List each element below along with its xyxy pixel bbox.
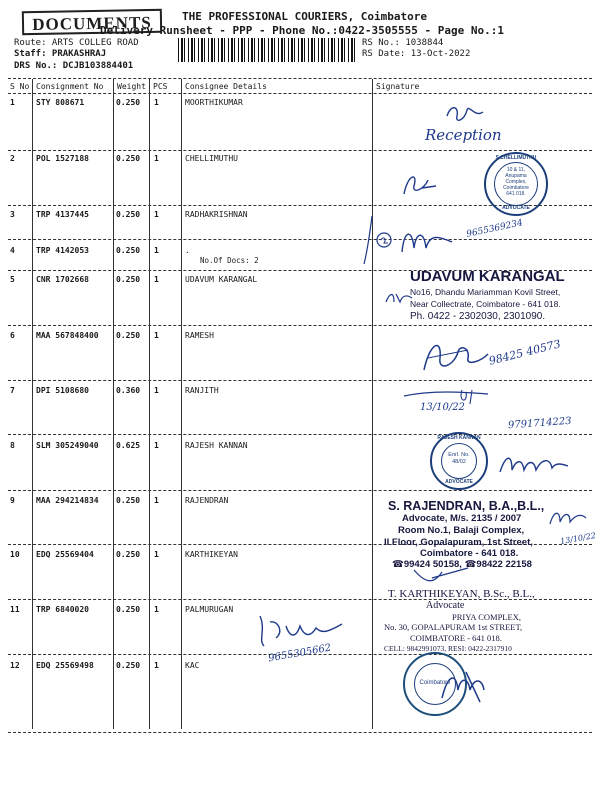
signature-scribble [384, 288, 414, 308]
row-pcs: 1 [154, 661, 159, 670]
row-consignment: TRP 4137445 [36, 210, 89, 219]
row-divider [8, 732, 592, 733]
row4-phone-note: 9655369234 [465, 218, 524, 240]
row-divider [8, 150, 592, 151]
row-weight: 0.250 [116, 98, 141, 107]
barcode [178, 38, 356, 62]
row-divider [8, 325, 592, 326]
udavum-stamp-phone: Ph. 0422 - 2302030, 2301090. [410, 311, 546, 322]
col-header-sno: S No [10, 82, 30, 91]
col-header-weight: Weight [117, 82, 146, 91]
row-weight: 0.250 [116, 246, 141, 255]
seal-body [486, 167, 546, 197]
signature-scribble [440, 668, 496, 704]
seal-body [432, 452, 486, 466]
row-consignment: CNR 1702668 [36, 275, 89, 284]
row8-phone-note: 9791714223 [507, 415, 572, 432]
chellimuthu-seal [484, 152, 548, 216]
rajendran-stamp-line: Advocate, M/s. 2135 / 2007 [402, 513, 522, 524]
rajendran-stamp-line: II Floor, Gopalapuram, 1st Street, [384, 537, 533, 548]
row-consignee: RAJENDRAN [185, 496, 229, 505]
udavum-stamp-name: UDAVUM KARANGAL [410, 268, 565, 285]
row-consignment: SLM 305249040 [36, 441, 99, 450]
col-header-consignee: Consignee Details [185, 82, 267, 91]
route-line: Route: ARTS COLLEG ROAD [14, 38, 139, 48]
row-consignee: KAC [185, 661, 200, 670]
karthikeyan-stamp-line: COIMBATORE - 641 018. [410, 633, 502, 643]
row-sno: 5 [10, 275, 15, 284]
col-divider [32, 79, 33, 729]
col-header-pcs: PCS [153, 82, 168, 91]
seal-line: Coimbatore [503, 185, 529, 191]
row-pcs: 1 [154, 496, 159, 505]
row-sno: 10 [10, 550, 20, 559]
staff-line: Staff: PRAKASHRAJ [14, 49, 107, 59]
signature-scribble [548, 504, 588, 530]
rs-number: RS No.: 1038844 [362, 38, 444, 48]
seal-line: 48/02 [452, 459, 466, 465]
rajesh-kannan-seal [430, 432, 488, 490]
row-weight: 0.250 [116, 210, 141, 219]
table-top-rule [8, 78, 592, 79]
rajendran-stamp-line: Room No.1, Balaji Complex, [398, 525, 525, 536]
seal-line: Complex, [505, 179, 527, 185]
row-sno: 1 [10, 98, 15, 107]
row-consignment: POL 1527188 [36, 154, 89, 163]
col-header-signature: Signature [376, 82, 420, 91]
row-pcs: 1 [154, 550, 159, 559]
row-pcs: 1 [154, 331, 159, 340]
row-divider [8, 380, 592, 381]
row-sno: 8 [10, 441, 15, 450]
row-weight: 0.250 [116, 275, 141, 284]
signature-scribble [400, 170, 440, 198]
seal-top-text: RAJESH KANNAN [437, 435, 481, 441]
row-consignee: . [185, 246, 190, 255]
row-weight: 0.250 [116, 496, 141, 505]
row-consignee: RAJESH KANNAN [185, 441, 248, 450]
row-weight: 0.250 [116, 605, 141, 614]
col-divider [113, 79, 114, 729]
seal-bottom-text: ADVOCATE [502, 205, 530, 211]
seal-line: Enrl. No. [448, 452, 470, 458]
karthikeyan-stamp-phones: CELL: 9842991073, RESI: 0422-2317910 [384, 644, 512, 653]
row-consignee: CHELLIMUTHU [185, 154, 238, 163]
row-consignment: EDQ 25569498 [36, 661, 94, 670]
seal-line: Coimbatore [419, 680, 451, 686]
udavum-stamp-line: No16, Dhandu Mariamman Kovil Street, [410, 287, 561, 297]
row-consignee: UDAVUM KARANGAL [185, 275, 258, 284]
row-consignee: RANJITH [185, 386, 219, 395]
row-weight: 0.625 [116, 441, 141, 450]
row-consignee: PALMURUGAN [185, 605, 234, 614]
col-header-consignment: Consignment No [36, 82, 104, 91]
karthikeyan-stamp-line: PRIYA COMPLEX, [452, 612, 521, 622]
row-consignment: TRP 4142053 [36, 246, 89, 255]
row-weight: 0.250 [116, 154, 141, 163]
seal-line: Anupama [505, 173, 527, 179]
row-sno: 4 [10, 246, 15, 255]
row9-date-note: 13/10/22 [559, 530, 597, 547]
row-sno: 12 [10, 661, 20, 670]
seal-line: 10 & 11, [506, 167, 526, 173]
rajendran-stamp-phones: ☎99424 50158, ☎98422 22158 [392, 559, 532, 570]
row-sno: 3 [10, 210, 15, 219]
row-pcs: 1 [154, 210, 159, 219]
row-sno: 6 [10, 331, 15, 340]
karthikeyan-stamp-line: Advocate [426, 600, 465, 611]
reception-note: Reception [425, 126, 502, 144]
row-sno: 7 [10, 386, 15, 395]
row6-phone-note: 98425 40573 [487, 337, 562, 368]
row-weight: 0.250 [116, 661, 141, 670]
row-weight: 0.360 [116, 386, 141, 395]
row-pcs: 1 [154, 275, 159, 284]
signature-scribble [498, 450, 570, 478]
col-divider [149, 79, 150, 729]
row-consignment: EDQ 25569404 [36, 550, 94, 559]
rs-date: RS Date: 13-Oct-2022 [362, 49, 471, 59]
row-pcs: 1 [154, 605, 159, 614]
row-sno: 9 [10, 496, 15, 505]
row-consignment: TRP 6840020 [36, 605, 89, 614]
row-weight: 0.250 [116, 331, 141, 340]
col-divider [372, 79, 373, 729]
row7-date-note: 13/10/22 [420, 402, 465, 413]
row-consignee: KARTHIKEYAN [185, 550, 238, 559]
drs-number: DRS No.: DCJB103884401 [14, 61, 134, 71]
row-consignee: MOORTHIKUMAR [185, 98, 243, 107]
row-pcs: 1 [154, 98, 159, 107]
karthikeyan-stamp-line: No. 30, GOPALAPURAM 1st STREET, [384, 622, 523, 632]
row-consignment: STY 808671 [36, 98, 85, 107]
row-sno: 11 [10, 605, 20, 614]
company-title: THE PROFESSIONAL COURIERS, Coimbatore [182, 10, 428, 23]
seal-bottom-text: ADVOCATE [445, 479, 473, 485]
signature-scribble [412, 566, 472, 590]
col-divider [181, 79, 182, 729]
documents-stamp: DOCUMENTS [22, 9, 162, 35]
karthikeyan-stamp-name: T. KARTHIKEYAN, B.Sc., B.L., [388, 588, 535, 600]
signature-scribble [342, 212, 462, 268]
row-weight: 0.250 [116, 550, 141, 559]
row-pcs: 1 [154, 246, 159, 255]
row-consignment: DPI 5108680 [36, 386, 89, 395]
row-pcs: 1 [154, 386, 159, 395]
row-divider [8, 490, 592, 491]
seal-top-text: S.CHELLIMUTHU [495, 155, 537, 161]
row-pcs: 1 [154, 154, 159, 163]
row-consignment: MAA 294214834 [36, 496, 99, 505]
row-consignment: MAA 567848400 [36, 331, 99, 340]
row-divider [8, 434, 592, 435]
rajendran-stamp-name: S. RAJENDRAN, B.A.,B.L., [388, 499, 545, 513]
table-header-rule [8, 93, 592, 94]
seal-line: 641 018. [506, 191, 526, 197]
signature-scribble [445, 102, 485, 126]
rajendran-stamp-line: Coimbatore - 641 018. [420, 548, 519, 559]
runsheet-subtitle: Delivery Runsheet - PPP - Phone No.:0422-3505555 - Page No.:1 [100, 24, 504, 37]
row-sno: 2 [10, 154, 15, 163]
row-divider [8, 239, 592, 240]
udavum-stamp-line: Near Collectrate, Coimbatore - 641 018. [410, 299, 561, 309]
row11-phone-note: 9655305662 [267, 642, 333, 665]
row-consignee: RADHAKRISHNAN [185, 210, 248, 219]
no-of-docs-note: No.Of Docs: 2 [200, 256, 259, 265]
row-consignee: RAMESH [185, 331, 214, 340]
signature-scribble [420, 336, 490, 376]
row-pcs: 1 [154, 441, 159, 450]
